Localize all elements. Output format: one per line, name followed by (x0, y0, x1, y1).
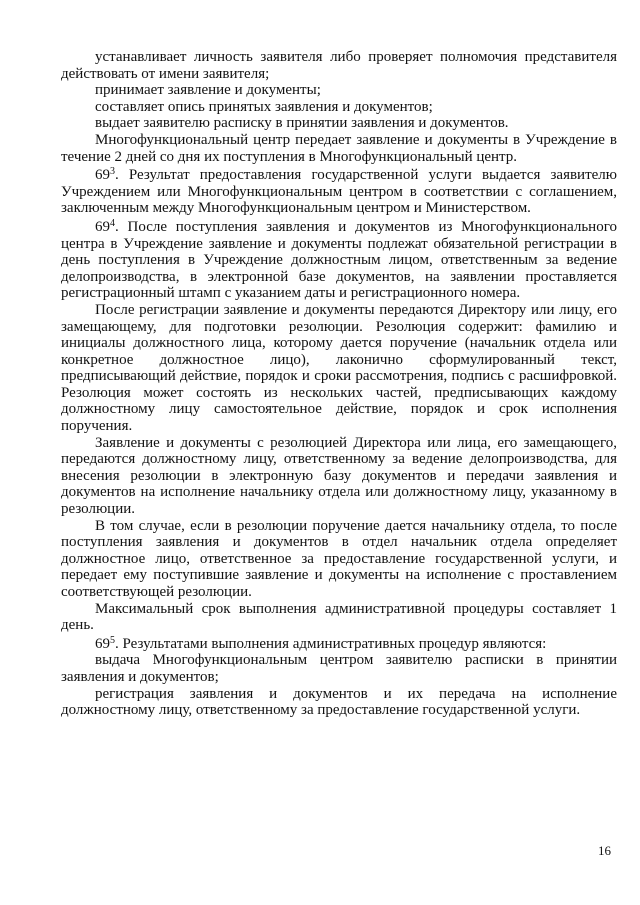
paragraph-69-5 (61, 636, 617, 653)
clause-superscript: 4 (110, 217, 115, 229)
paragraph: выдача Многофункциональным центром заявителю расписки в принятии заявления и документов; (61, 652, 617, 685)
clause-text: . Результатами выполнения административных процедур являются: (115, 635, 547, 652)
clause-superscript: 5 (110, 634, 115, 646)
clause-superscript: 3 (110, 166, 115, 178)
paragraph-69-3 (61, 167, 617, 217)
page-body (61, 49, 617, 719)
paragraph: принимает заявление и документы; (95, 82, 321, 99)
clause-text: . Результат предоставления государственной услуги выдается заявителю Учреждением или Многофункциональным центром в соответствии с соглашением, заключенным между Многофункциональным центром и Министерством. (61, 167, 617, 217)
clause-number: 69 (95, 635, 110, 652)
clause-text: . После поступления заявления и документов из Многофункционального центра в Учреждение заявление и документы подлежат обязательной регистрации в день поступления в Учреждение должностным лицом, ответственным за ведение делопроизводства, в электронной базе документов, на заявлении проставляется регистрационный штамп с указанием даты и регистрационного номера. (61, 218, 617, 302)
paragraph: Многофункциональный центр передает заявление и документы в Учреждение в течение 2 дней со дня их поступления в Многофункциональный центр. (61, 131, 617, 165)
paragraph: Заявление и документы с резолюцией Директора или лица, его замещающего, передаются должностному лицу, ответственному за ведение делопроизводства, для внесения резолюции в электронную базу документов и передачи заявления и документов на исполнение начальнику отдела или должностному лицу, указанному в резолюции. (61, 434, 617, 518)
page-number: 16 (598, 843, 611, 858)
clause-number: 69 (95, 218, 110, 235)
paragraph: Максимальный срок выполнения административной процедуры составляет 1 день. (61, 600, 617, 634)
paragraph: составляет опись принятых заявления и документов; (95, 98, 433, 115)
paragraph: выдает заявителю расписку в принятии заявления и документов. (95, 115, 509, 132)
paragraph: В том случае, если в резолюции поручение дается начальнику отдела, то после поступления заявления и документов в отдел начальник отдела определяет должностное лицо, ответственное за предоставление государственной услуги, и передает ему поступившие заявление и документы на исполнение с проставлением соответствующей резолюции. (61, 517, 617, 600)
paragraph: устанавливает личность заявителя либо проверяет полномочия представителя действовать от имени заявителя; (61, 49, 617, 82)
paragraph-69-4 (61, 219, 617, 302)
clause-number: 69 (95, 167, 110, 184)
paragraph: регистрация заявления и документов и их передача на исполнение должностному лицу, ответственному за предоставление государственной услуги. (61, 685, 617, 719)
paragraph: После регистрации заявление и документы передаются Директору или лицу, его замещающему, для подготовки резолюции. Резолюция содержит: фамилию и инициалы должностного лица, которому дается поручение (начальник отдела или конкретное должностное лицо), лаконично сформулированный текст, предписывающий действие, порядок и сроки рассмотрения, подпись с расшифровкой. Резолюция может состоять из нескольких частей, предписывающих каждому должностному лицу самостоятельное действие, порядок и срок исполнения поручения. (61, 301, 617, 435)
